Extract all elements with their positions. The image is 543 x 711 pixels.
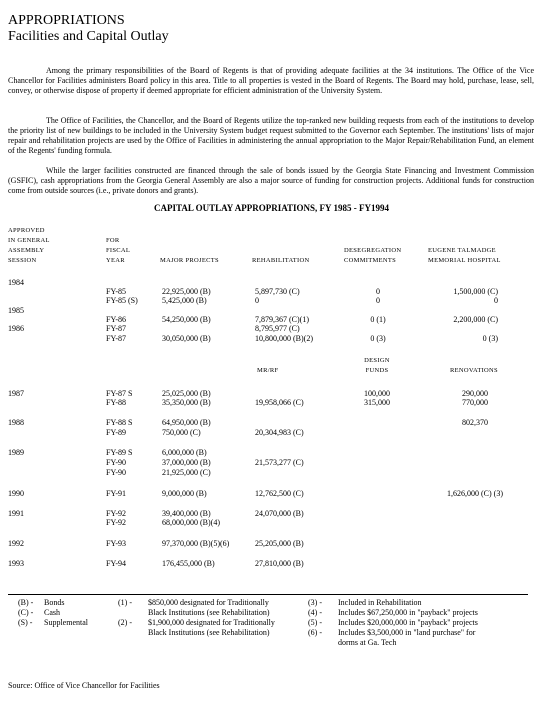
cell-major-projects: 30,050,000 (B) [162,334,211,343]
cell-mrr: 27,810,000 (B) [255,559,304,568]
cell-rehabilitation: 0 [255,296,259,305]
cell-fiscal-year: FY-86 [106,315,127,324]
footnote-legend: (B) - Bonds (C) - Cash (S) - Supplemental [18,598,88,627]
header-rehabilitation: REHABILITATION [252,257,310,264]
cell-talmadge: 1,500,000 (C) [453,287,498,296]
cell-renovations: 290,000 [462,389,488,398]
cell-fiscal-year: FY-91 [106,489,127,498]
cell-session: 1987 [8,389,24,398]
cell-session: 1986 [8,324,24,333]
cell-fiscal-year: FY-92 [106,509,127,518]
table-title: CAPITAL OUTLAY APPROPRIATIONS, FY 1985 - FY1994 [154,203,389,213]
footnote-notes-1-2: (1) - $850,000 designated for Traditionally Black Institutions (see Rehabilitation) (2) - $1,900,000 designated for Traditionally Black Institutions (see Rehabilitation) [118,598,275,637]
intro-paragraph-2: The Office of Facilities, the Chancellor, and the Board of Regents utilize the top-ranked new building requests from each of the institutions to develop the priority list of new buildings to be included in the University System budget request submitted to the Governor each September. The institutions' lists of major repair and rehabilitation projects are used by the Office of Facilities in administering the annual appropriation to the Major Repair/Rehabilitation Fund, an element of the Regents' funding formula. [8,116,534,155]
cell-fiscal-year: FY-88 [106,398,127,407]
footnote-rule [8,594,528,595]
cell-desegregation: 0 (3) [370,334,386,343]
cell-talmadge: 0 (3) [482,334,498,343]
cell-fiscal-year: FY-94 [106,559,127,568]
cell-rehabilitation: 7,879,367 (C)(1) [255,315,309,324]
cell-fiscal-year: FY-88 S [106,418,133,427]
cell-renovations: 770,000 [462,398,488,407]
cell-mrr: 21,573,277 (C) [255,458,304,467]
cell-major-projects: 25,025,000 (B) [162,389,211,398]
cell-fiscal-year: FY-87 [106,334,127,343]
cell-fiscal-year: FY-87 [106,324,127,333]
cell-major-projects: 21,925,000 (C) [162,468,211,477]
header-mrr: MR/RF [257,367,279,374]
cell-major-projects: 750,000 (C) [162,428,201,437]
cell-fiscal-year: FY-93 [106,539,127,548]
cell-major-projects: 9,000,000 (B) [162,489,207,498]
cell-fiscal-year: FY-90 [106,468,127,477]
header-major-projects: MAJOR PROJECTS [160,257,219,264]
cell-major-projects: 35,350,000 (B) [162,398,211,407]
cell-major-projects: 97,370,000 (B)(5)(6) [162,539,230,548]
cell-fiscal-year: FY-89 S [106,448,133,457]
cell-session: 1984 [8,278,24,287]
cell-session: 1989 [8,448,24,457]
page-subtitle: Facilities and Capital Outlay [8,29,169,44]
cell-mrr: 12,762,500 (C) [255,489,304,498]
cell-renovations: 802,370 [462,418,488,427]
cell-talmadge: 2,200,000 (C) [453,315,498,324]
cell-rehabilitation: 8,795,977 (C) [255,324,300,333]
cell-major-projects: 6,000,000 (B) [162,448,207,457]
cell-design-funds: 315,000 [364,398,390,407]
header-talmadge-hospital: EUGENE TALMADGE MEMORIAL HOSPITAL [428,247,501,264]
cell-major-projects: 39,400,000 (B) [162,509,211,518]
cell-mrr: 25,205,000 (B) [255,539,304,548]
cell-desegregation: 0 (1) [370,315,386,324]
header-session: APPROVED IN GENERAL ASSEMBLY SESSION [8,227,50,264]
cell-fiscal-year: FY-85 [106,287,127,296]
cell-major-projects: 54,250,000 (B) [162,315,211,324]
cell-fiscal-year: FY-85 (S) [106,296,138,305]
source-note: Source: Office of Vice Chancellor for Facilities [8,681,160,690]
cell-session: 1985 [8,306,24,315]
cell-major-projects: 176,455,000 (B) [162,559,215,568]
cell-fiscal-year: FY-92 [106,518,127,527]
cell-major-projects: 64,950,000 (B) [162,418,211,427]
cell-mrr: 19,958,066 (C) [255,398,304,407]
cell-session: 1988 [8,418,24,427]
footnote-notes-3-6: (3) - Included in Rehabilitation (4) - Includes $67,250,000 in "payback" projects (5) - Includes $20,000,000 in "payback" projects (6) - Includes $3,500,000 in "land purchase" for dorms at Ga. Tech [308,598,478,647]
cell-fiscal-year: FY-87 S [106,389,133,398]
cell-major-projects: 37,000,000 (B) [162,458,211,467]
header-design-funds: DESIGN FUNDS [364,357,390,374]
intro-paragraph-3: While the larger facilities constructed are financed through the sale of bonds issued by the Georgia State Financing and Investment Commission (GSFIC), cash appropriations from the Georgia General Assembly are also a major source of funding for construction projects. Additional funds for construction come from outside sources (i.e., private donors and grants). [8,166,534,195]
cell-session: 1993 [8,559,24,568]
cell-major-projects: 22,925,000 (B) [162,287,211,296]
header-desegregation: DESEGREGATION COMMITMENTS [344,247,402,264]
page-title: APPROPRIATIONS [8,13,125,28]
cell-session: 1992 [8,539,24,548]
cell-design-funds: 100,000 [364,389,390,398]
header-fiscal-year: FOR FISCAL YEAR [106,237,131,264]
cell-major-projects: 68,000,000 (B)(4) [162,518,220,527]
cell-desegregation: 0 [376,287,380,296]
cell-desegregation: 0 [376,296,380,305]
cell-mrr: 24,070,000 (B) [255,509,304,518]
cell-session: 1990 [8,489,24,498]
cell-session: 1991 [8,509,24,518]
intro-paragraph-1: Among the primary responsibilities of the Board of Regents is that of providing adequate facilities at the 34 institutions. The Office of the Vice Chancellor for Facilities administers Board policy in this area. Title to all properties is vested in the Board of Regents. The Board may hold, purchase, lease, sell, convey, or otherwise dispose of property if deemed appropriate for efficient administration of the University System. [8,66,534,95]
cell-talmadge: 0 [494,296,498,305]
header-renovations: RENOVATIONS [450,367,498,374]
cell-rehabilitation: 5,897,730 (C) [255,287,300,296]
cell-mrr: 20,304,983 (C) [255,428,304,437]
cell-rehabilitation: 10,800,000 (B)(2) [255,334,313,343]
cell-major-projects: 5,425,000 (B) [162,296,207,305]
cell-fiscal-year: FY-90 [106,458,127,467]
cell-fiscal-year: FY-89 [106,428,127,437]
cell-renovations: 1,626,000 (C) (3) [447,489,503,498]
